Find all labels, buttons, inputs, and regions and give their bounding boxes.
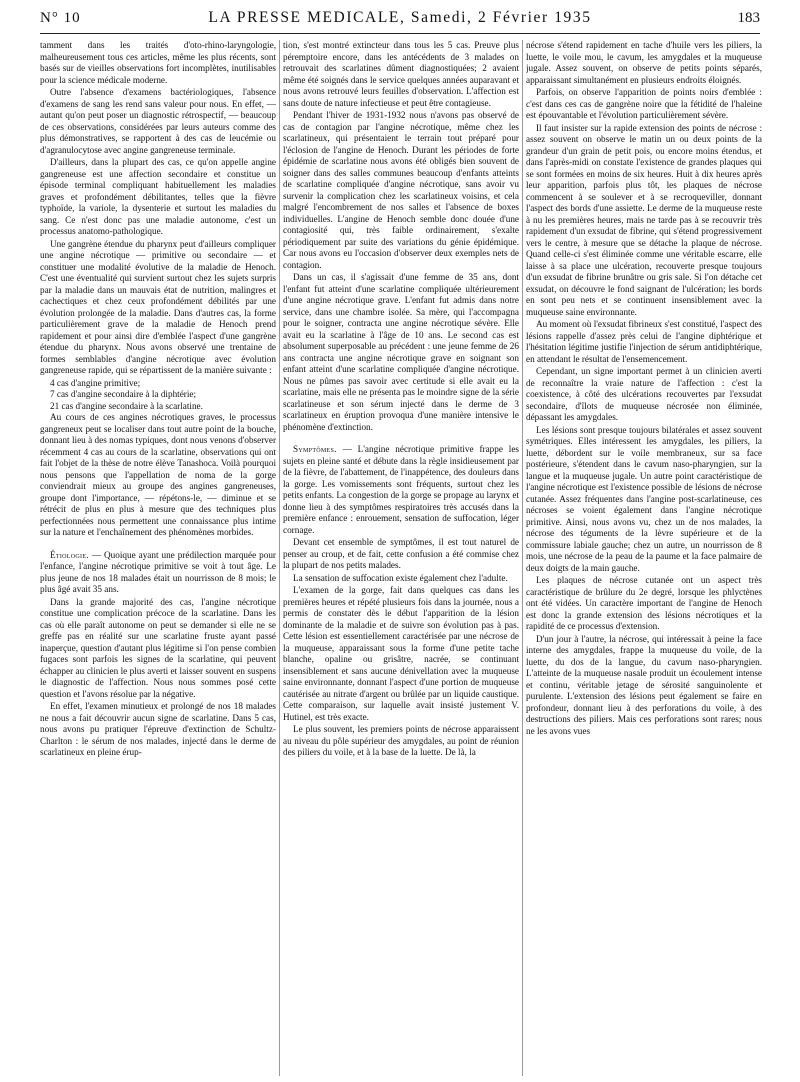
paragraph: tion, s'est montré extincteur dans tous les 5 cas. Preuve plus péremptoire encore, dans les antécédents de 3 malades on retrouvait des scarlatines dûment diagnostiquées; 2 avaient même été soignés dans le service quelques années auparavant et nous avons retrouvé leurs feuilles d'observation. L'affection est sans doute de nature infectieuse et peut être contagieuse. (283, 40, 519, 108)
list-item: 21 cas d'angine secondaire à la scarlatine. (50, 400, 203, 411)
paragraph: Dans la grande majorité des cas, l'angine nécrotique constitue une complication précoce de la scarlatine. Dans les cas où elle paraît autonome on peut se demander si elle ne se greffe pas en réalité sur une scarlatine fruste ayant passé inaperçue, question d'autant plus légitime si l'on pense combien fugaces sont parfois les signes de la scarlatine, qui peuvent échapper au clinicien le plus averti et laisser souvent en suspens le diagnostic de l'affection. Nous nous sommes posé cette question et l'avons résolue par la négative. (40, 596, 276, 699)
paragraph: Pendant l'hiver de 1931-1932 nous n'avons pas observé de cas de contagion par l'angine nécrotique, même chez les scarlatineux, qui présentaient le terrain tout préparé pour l'éclosion de l'angine de Henoch. Durant les périodes de forte épidémie de scarlatine nous avons été obligés bien souvent de soigner dans des salles communes beaucoup d'enfants atteints de scarlatine compliquée d'angine nécrotique, sans avoir vu survenir la complication chez les scarlatineux voisins, et cela malgré l'encombrement de nos salles et l'absence de boxes individuelles. L'angine de Henoch semble donc douée d'une contagiosité qui, très faible ordinairement, s'exalte périodiquement par suite des variations du génie épidémique. Car nous avons eu l'occasion d'observer deux exemples nets de contagion. (283, 110, 519, 270)
middle-column (283, 40, 519, 1076)
paragraph: Devant cet ensemble de symptômes, il est tout naturel de penser au croup, et de fait, cette confusion a été commise chez la plupart de nos petits malades. (283, 537, 519, 570)
paragraph: Les lésions sont presque toujours bilatérales et assez souvent symétriques. Elles intéressent les amygdales, les piliers, la luette, débordent sur le voile membraneux, sur sa face postérieure, s'étendent dans le cavum naso-pharyngien, sur la langue et la muqueuse jugale. Un autre point caractéristique de l'angine nécrotique est l'existence possible de lésions de nécrose cutanée. Assez fréquentes dans l'angine post-scarlatineuse, ces nécroses se voient également dans l'angine nécrotique primitive. Ainsi, nous avons vu, chez un de nos malades, la nécrose des téguments de la lèvre supérieure et de la commissure labiale gauche; chez un autre, un nourrisson de 8 mois, une nécrose de la peau de la paume et la face palmaire de deux doigts de la main gauche. (526, 424, 762, 573)
symptoms-paragraph (283, 444, 519, 536)
paragraph: Au cours de ces angines nécrotiques graves, le processus gangreneux peut se localiser dans tout autre point de la bouche, donnant lieu à des nomas typiques, dont nous venons d'observer récemment 4 cas au cours de la scarlatine, observations qui ont fait l'objet de la thèse de notre élève Tanashoca. Voilà pourquoi nous pensons que l'appellation de noma de la gorge conviendrait mieux au groupe des angines gangreneuses, groupe dont l'importance, — répétons-le, — diminue et se rétrécit de plus en plus à mesure que des techniques plus perfectionnées nous permettent une connaissance plus intime sur la nature et l'enchaînement des phénomènes morbides. (40, 412, 276, 537)
paragraph: Dans un cas, il s'agissait d'une femme de 35 ans, dont l'enfant fut atteint d'une scarlatine compliquée ultérieurement d'une angine nécrotique grave. L'enfant fut admis dans notre service, dans une chambre isolée. Sa mère, qui l'accompagna pour le soigner, contracta une angine nécrotique sévère. Elle avait eu la scarlatine à l'âge de 10 ans. Le second cas est absolument superposable au précédent : une jeune femme de 26 ans contracta une angine nécrotique grave en soignant son enfant atteint d'une scarlatine compliquée d'angine nécrotique. Nous ne pûmes pas savoir avec certitude si elle avait eu la scarlatine, mais elle ne présenta pas le moindre signe de la série scarlatineuse et son sérum injecté dans le derme de 3 scarlatineux en éruption provoqua d'une manière intensive le phénomène d'extinction. (283, 272, 519, 432)
right-column (526, 40, 762, 1076)
paragraph: Le plus souvent, les premiers points de nécrose apparaissent au niveau du pôle supérieur des amygdales, au point de réunion des piliers du voile, et à la base de la luette. De là, la (283, 724, 519, 757)
section-gap (283, 434, 519, 444)
journal-title: LA PRESSE MEDICALE, Samedi, 2 Février 1935 (208, 9, 592, 26)
section-heading-symptoms: Symptômes. (293, 444, 337, 454)
paragraph-text: — L'angine nécrotique primitive frappe les sujets en pleine santé et débute dans la règle insidieusement par de la fièvre, de l'abattement, de l'inappétence, des douleurs dans la gorge. Les vomissements sont fréquents, surtout chez les petits enfants. La congestion de la gorge se propage au larynx et donne lieu à des symptômes respiratoires très accusés dans la première enfance : enrouement, sensation de suffocation, léger cornage. (283, 444, 519, 535)
section-heading-etiology: Étiologie. (50, 549, 89, 560)
paragraph: tamment dans les traités d'oto-rhino-laryngologie, malheureusement tous ces articles, même les plus récents, sont basés sur de vieilles observations fort incomplètes, inutilisables pour la science médicale moderne. (40, 40, 276, 85)
paragraph: Outre l'absence d'examens bactériologiques, l'absence d'examens de sang les rend sans valeur pour nous. En effet, — autant qu'on peut poser un diagnostic rétrospectif, — beaucoup de ces observations, considérées par leurs auteurs comme des plus démonstratives, se rapportent à des cas de leucémie ou d'agranulocytose avec angine gangreneuse terminale. (40, 87, 276, 155)
paragraph: Au moment où l'exsudat fibrineux s'est constitué, l'aspect des lésions rappelle d'assez près celui de l'angine diphtérique et l'hésitation légitime justifie l'injection de sérum antidiphtérique, en attendant le résultat de l'ensemencement. (526, 319, 762, 364)
issue-number: N° 10 (40, 10, 81, 26)
column-divider (279, 40, 280, 1076)
paragraph-text: — Quoique ayant une prédilection marquée pour l'enfance, l'angine nécrotique primitive se voit à tout âge. Le plus jeune de nos 18 malades était un nourrisson de 8 mois; le plus âgé avait 35 ans. (40, 549, 276, 594)
paragraph: Parfois, on observe l'apparition de points noirs d'emblée : c'est dans ces cas de gangrène noire que la fétidité de l'haleine est épouvantable et l'évolution particulièrement sévère. (526, 87, 762, 120)
paragraph: Les plaques de nécrose cutanée ont un aspect très caractéristique de brûlure du 2e degré, lorsque les phlyctènes ont été vidées. Un caractère important de l'angine de Henoch est donc la grande extension des lésions nécrotiques et la rapidité de ce processus d'extension. (526, 575, 762, 631)
etiology-paragraph (40, 550, 276, 596)
paragraph: D'un jour à l'autre, la nécrose, qui intéressait à peine la face interne des amygdales, frappe la muqueuse du voile, de la luette, du dos de la langue, du cavum naso-pharyngien. L'atteinte de la muqueuse nasale produit un écoulement intense et continu, véritable jetage de sérosité sanguinolente et purulente. L'extension des lésions peut également se faire en profondeur, donnant lieu à des perforations du voile, à des destructions des piliers. Mais ces perforations sont rares; nous ne les avons vues (526, 633, 762, 736)
paragraph: Il faut insister sur la rapide extension des points de nécrose : assez souvent on observe le matin un ou deux points de la grandeur d'un grain de petit pois, ou encore moins étendus, et dans l'après-midi on constate l'existence de grandes plaques qui se sont formées en moins de six heures. Huit à dix heures après leur apparition, parfois plus tôt, les plaques de nécrose commencent à se soulever et à se recroqueviller, donnant l'aspect des bords d'une assiette. Le derme de la muqueuse reste à nu les premières heures, mais ne tarde pas à se recouvrir très rapidement d'un exsudat de fibrine, qui s'étend progressivement vers le centre, à mesure que se détache la plaque de nécrose. Quand celle-ci s'est éliminée comme une véritable escarre, elle laisse à sa place une ulcération, recouverte presque toujours d'un exsudat de fibrine brunâtre ou gris sale. Si l'on détache cet exsudat, on découvre le fond saignant de l'ulcération; les bords en sont peu nets et se continuent insensiblement avec la muqueuse saine environnante. (526, 122, 762, 317)
page-number: 183 (737, 10, 760, 26)
paragraph: Une gangrène étendue du pharynx peut d'ailleurs compliquer une angine nécrotique — primitive ou secondaire — et constituer une modalité évolutive de la maladie de Henoch. C'est une éventualité qui survient surtout chez les sujets surpris par la maladie dans un mauvais état de nutrition, malingres et cachectiques et chez ceux profondément débilités par une évolution prolongée de la maladie. Dans d'autres cas, la forme particulièrement grave de la maladie de Henoch prend rapidement et pour ainsi dire d'emblée l'aspect d'une gangrène étendue du pharynx. Nous avons observé une trentaine de formes semblables d'angine nécrotique avec évolution gangreneuse rapide, qui se répartissent de la manière suivante : (40, 238, 276, 375)
paragraph: En effet, l'examen minutieux et prolongé de nos 18 malades ne nous a fait découvrir aucun signe de scarlatine. Dans 5 cas, nous avons pu pratiquer l'épreuve d'extinction de Schultz-Charlton : le sérum de nos malades, injecté dans le derme de scarlatineux en pleine érup- (40, 701, 276, 757)
list-item: 4 cas d'angine primitive; (50, 377, 141, 388)
header-rule (40, 33, 760, 34)
left-column (40, 40, 276, 1076)
section-gap (40, 540, 276, 550)
paragraph: La sensation de suffocation existe également chez l'adulte. (293, 572, 508, 583)
paragraph: L'examen de la gorge, fait dans quelques cas dans les premières heures et répété plusieurs fois dans la journée, nous a permis de constater dès le début l'apparition de la lésion dominante de la maladie et de suivre son évolution pas à pas. Cette lésion est essentiellement caractérisée par une nécrose de la muqueuse, apparaissant sous la forme d'une petite tache blanche, opaline ou grisâtre, nacrée, se continuant insensiblement et sans aucune dénivellation avec la muqueuse saine environnante, donnant l'aspect d'une portion de muqueuse cautérisée au nitrate d'argent ou brûlée par un liquide caustique. Cette comparaison, sur laquelle avait insisté justement V. Hutinel, est très exacte. (283, 585, 519, 722)
paragraph: Cependant, un signe important permet à un clinicien averti de reconnaître la vraie nature de l'affection : c'est la coexistence, à côté des ulcérations recouvertes par l'exsudat secondaire, d'îlots de muqueuse nécrosée non éliminée, dépassant les amygdales. (526, 366, 762, 422)
column-divider (522, 40, 523, 1076)
paragraph: nécrose s'étend rapidement en tache d'huile vers les piliers, la luette, le voile mou, le cavum, les amygdales et la muqueuse jugale. Assez souvent, on observe de petits points séparés, apparaissant simultanément en plusieurs endroits éloignés. (526, 40, 762, 85)
list-item: 7 cas d'angine secondaire à la diphtérie; (50, 389, 197, 399)
page-header (40, 8, 760, 32)
paragraph: D'ailleurs, dans la plupart des cas, ce qu'on appelle angine gangreneuse est une affection secondaire et constitue un épisode terminal compliquant habituellement les maladies graves et profondément débilitantes, telles que la fièvre typhoïde, la variole, la dysenterie et surtout les maladies du sang. Ce n'est donc pas une maladie autonome, c'est un processus anatomo-pathologique. (40, 157, 276, 236)
